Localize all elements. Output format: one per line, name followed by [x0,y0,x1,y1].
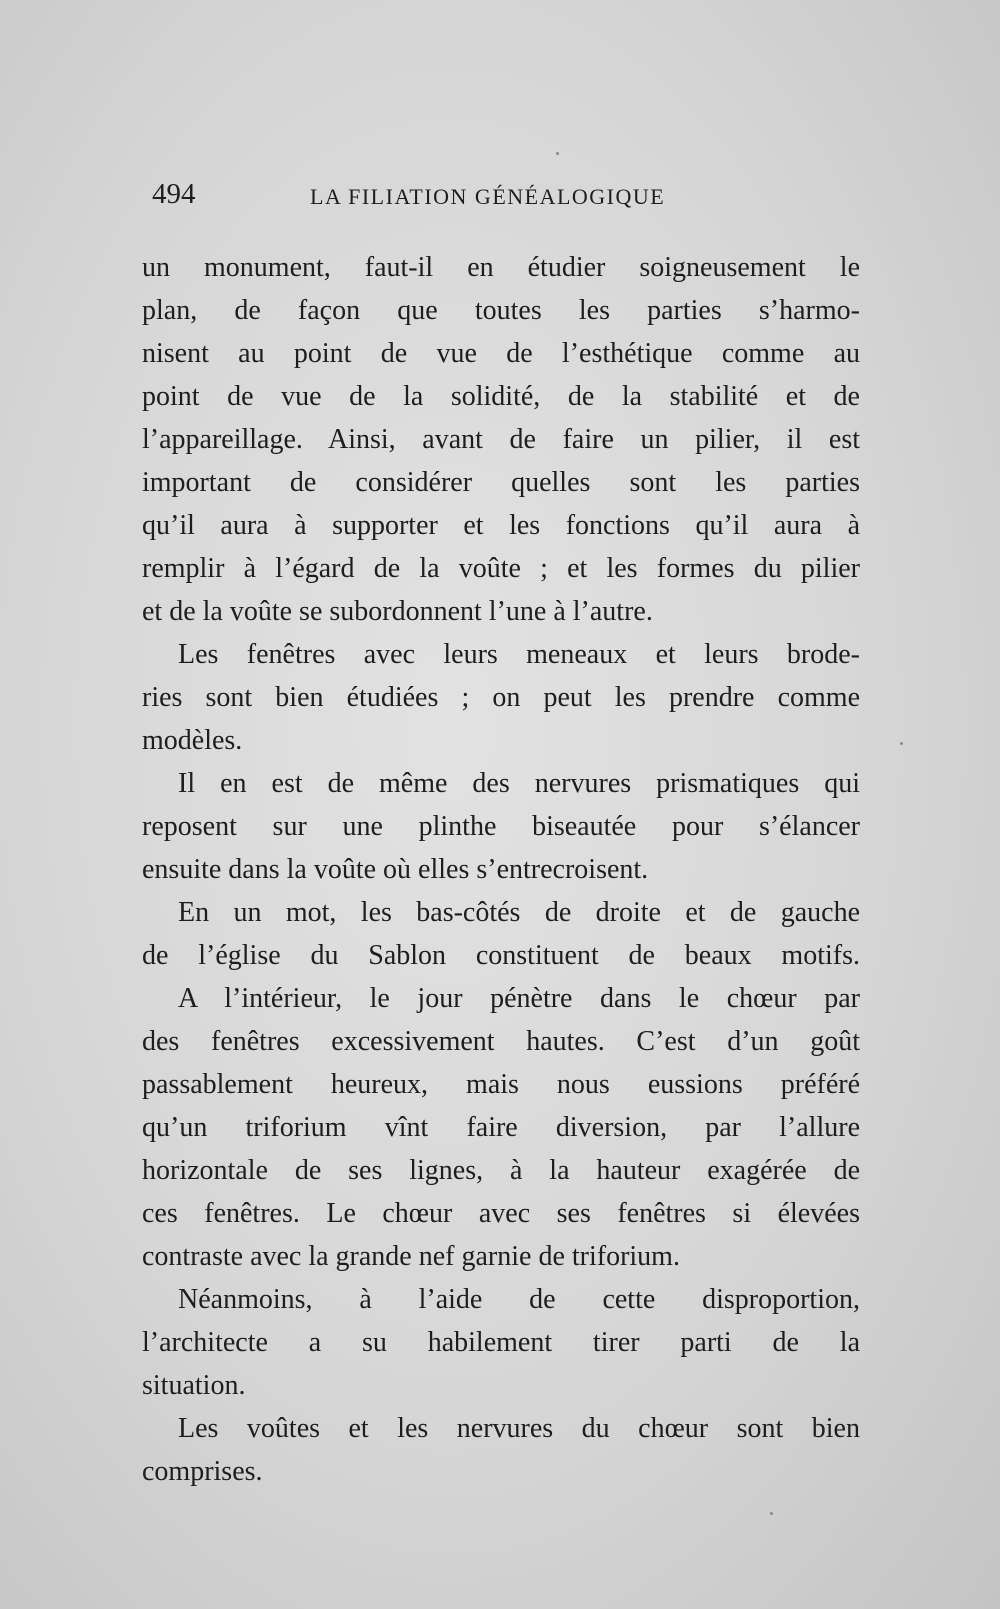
text-line: important de considérer quelles sont les parties [142,467,860,498]
text-line: l’architecte a su habilement tirer parti de la [142,1327,860,1358]
text-line: et de la voûte se subordonnent l’une à l’autre. [142,596,653,627]
text-line: un monument, faut-il en étudier soigneusement le [142,252,860,283]
text-line: des fenêtres excessivement hautes. C’est d’un goût [142,1026,860,1057]
paragraph-first-line: Il en est de même des nervures prismatiques qui [178,768,860,799]
text-line: ces fenêtres. Le chœur avec ses fenêtres si élevées [142,1198,860,1229]
running-head [152,178,852,218]
paper-speck [770,1512,773,1515]
text-line: situation. [142,1370,246,1401]
paragraph-first-line: A l’intérieur, le jour pénètre dans le chœur par [178,983,860,1014]
text-line: nisent au point de vue de l’esthétique comme au [142,338,860,369]
text-line: de l’église du Sablon constituent de beaux motifs. [142,940,860,971]
text-line: qu’il aura à supporter et les fonctions qu’il aura à [142,510,860,541]
text-line: qu’un triforium vînt faire diversion, par l’allure [142,1112,860,1143]
text-line: ries sont bien étudiées ; on peut les prendre comme [142,682,860,713]
text-line: contraste avec la grande nef garnie de triforium. [142,1241,680,1272]
paragraph-first-line: Les fenêtres avec leurs meneaux et leurs brode- [178,639,860,670]
paragraph-first-line: Néanmoins, à l’aide de cette disproportion, [178,1284,860,1315]
running-title: LA FILIATION GÉNÉALOGIQUE [310,184,666,209]
text-line: point de vue de la solidité, de la stabilité et de [142,381,860,412]
text-line: ensuite dans la voûte où elles s’entrecroisent. [142,854,649,885]
paragraph-first-line: Les voûtes et les nervures du chœur sont bien [178,1413,860,1444]
text-line: comprises. [142,1456,263,1487]
paragraph-first-line: En un mot, les bas-côtés de droite et de gauche [178,897,860,928]
text-line: passablement heureux, mais nous eussions préféré [142,1069,860,1100]
paper-speck [900,742,903,745]
text-line: modèles. [142,725,243,756]
text-line: reposent sur une plinthe biseautée pour s’élancer [142,811,860,842]
text-line: l’appareillage. Ainsi, avant de faire un pilier, il est [142,424,860,455]
paper-speck [556,152,559,155]
body-text [142,246,860,1493]
text-line: plan, de façon que toutes les parties s’harmo- [142,295,860,326]
text-line: horizontale de ses lignes, à la hauteur exagérée de [142,1155,860,1186]
page-number: 494 [152,178,196,210]
text-line: remplir à l’égard de la voûte ; et les formes du pilier [142,553,860,584]
